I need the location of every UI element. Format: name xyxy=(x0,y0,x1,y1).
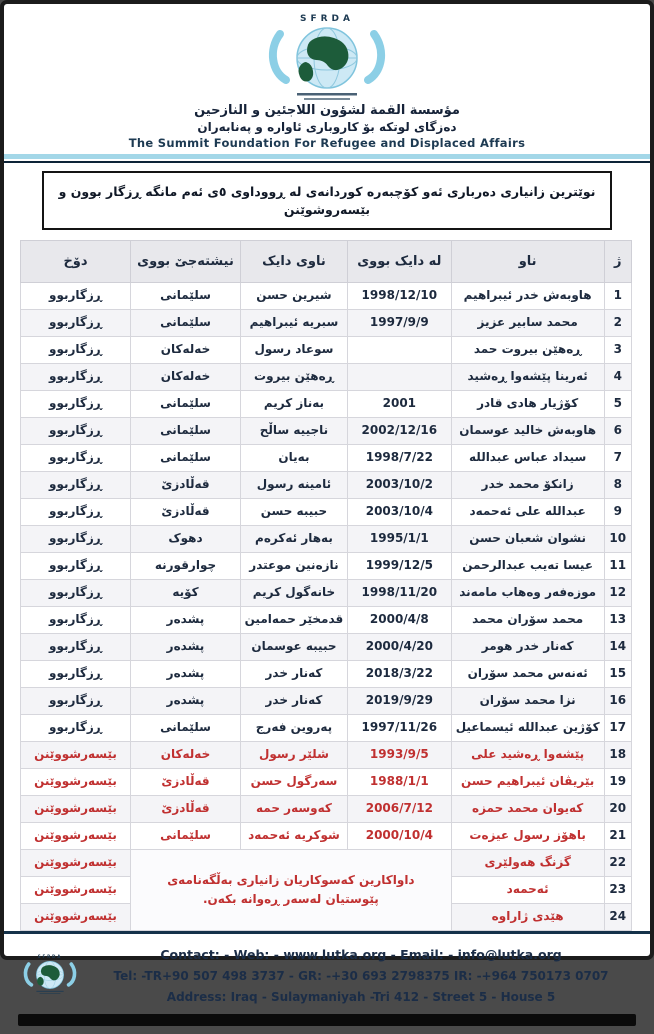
cell-name: بێریڤان ئیبراهیم حسن xyxy=(451,769,604,796)
table-header-row xyxy=(21,241,632,283)
cell-status: ڕزگاربوو xyxy=(21,499,131,526)
cell-status: بێسەرشووێنن xyxy=(21,850,131,877)
cell-birthdate: 2018/3/22 xyxy=(347,661,451,688)
table-row xyxy=(21,688,632,715)
column-header: ناوی دایک xyxy=(240,241,347,283)
row-number: 5 xyxy=(604,391,631,418)
cell-mother-name: ناجییه ساڵح xyxy=(240,418,347,445)
cell-mother-name: سەرگول حسن xyxy=(240,769,347,796)
cell-birthdate: 2000/4/8 xyxy=(347,607,451,634)
cell-residence: قەڵادزێ xyxy=(131,796,241,823)
logo-swoosh-left xyxy=(273,34,286,80)
cell-residence: سلێمانی xyxy=(131,445,241,472)
row-number: 2 xyxy=(604,310,631,337)
table-row xyxy=(21,580,632,607)
table-row xyxy=(21,823,632,850)
cell-name: ڕەهێن بیروت حمد xyxy=(451,337,604,364)
cell-residence: پشدەر xyxy=(131,688,241,715)
cell-name: نشوان شعبان حسن xyxy=(451,526,604,553)
cell-status: بێسەرشووێنن xyxy=(21,904,131,931)
row-number: 17 xyxy=(604,715,631,742)
cell-birthdate: 1988/1/1 xyxy=(347,769,451,796)
row-number: 21 xyxy=(604,823,631,850)
column-header: ناو xyxy=(451,241,604,283)
column-header: دۆخ xyxy=(21,241,131,283)
header-divider-dark xyxy=(4,161,650,163)
cell-name: محمد سابیر عزیز xyxy=(451,310,604,337)
table-row xyxy=(21,661,632,688)
table-row xyxy=(21,283,632,310)
cell-name: عبدالله علی ئەحمەد xyxy=(451,499,604,526)
cell-name: ئەرینا پێشەوا ڕەشید xyxy=(451,364,604,391)
column-header: ژ xyxy=(604,241,631,283)
cell-birthdate: 2000/10/4 xyxy=(347,823,451,850)
cell-residence: خەلەکان xyxy=(131,364,241,391)
cell-name: هێدی ژاراوە xyxy=(451,904,604,931)
cell-birthdate: 1997/11/26 xyxy=(347,715,451,742)
table-row xyxy=(21,607,632,634)
table-row xyxy=(21,499,632,526)
cell-mother-name: کەنار خدر xyxy=(240,688,347,715)
table-row xyxy=(21,310,632,337)
row-number: 7 xyxy=(604,445,631,472)
cell-status: ڕزگاربوو xyxy=(21,607,131,634)
cell-mother-name: شلێر رسول xyxy=(240,742,347,769)
cell-status: بێسەرشووێنن xyxy=(21,877,131,904)
row-number: 6 xyxy=(604,418,631,445)
cell-mother-name: حبیبه حسن xyxy=(240,499,347,526)
cell-residence: قەڵادزێ xyxy=(131,769,241,796)
cell-name: هاوبەش خدر ئیبراهیم xyxy=(451,283,604,310)
contact-line: Contact: - Web: - www.lutka.org - Email: - info@lutka.org xyxy=(160,946,562,962)
cell-mother-name: بەهار ئەکرەم xyxy=(240,526,347,553)
foundation-logo-small-icon xyxy=(16,937,84,1011)
row-number: 16 xyxy=(604,688,631,715)
cell-status: بێسەرشووێنن xyxy=(21,796,131,823)
cell-birthdate: 1998/11/20 xyxy=(347,580,451,607)
cell-mother-name: پەروین فەرج xyxy=(240,715,347,742)
row-number: 24 xyxy=(604,904,631,931)
cell-status: ڕزگاربوو xyxy=(21,688,131,715)
row-number: 9 xyxy=(604,499,631,526)
cell-status: ڕزگاربوو xyxy=(21,715,131,742)
cell-residence: سلێمانی xyxy=(131,391,241,418)
cell-name: ئەحمەد xyxy=(451,877,604,904)
logo-caption-lines xyxy=(297,93,357,100)
table-row xyxy=(21,337,632,364)
column-header: نیشته‌جێ بووی xyxy=(131,241,241,283)
cell-mother-name: شوکریه ئەحمەد xyxy=(240,823,347,850)
cell-name: سیداد عباس عبدالله xyxy=(451,445,604,472)
table-row xyxy=(21,553,632,580)
table-row xyxy=(21,391,632,418)
cell-mother-name: بەناز کریم xyxy=(240,391,347,418)
row-number: 3 xyxy=(604,337,631,364)
cell-mother-name: ئامینه رسول xyxy=(240,472,347,499)
cell-birthdate: 1997/9/9 xyxy=(347,310,451,337)
cell-name: هاوبەش خالید عوسمان xyxy=(451,418,604,445)
cell-mother-name: بەیان xyxy=(240,445,347,472)
merged-note-cell: داواکارین کەسوکاریان زانیاری بەڵگەنامەی پێوستیان لەسەر ڕەوانە بکەن. xyxy=(131,850,452,931)
cell-residence: دهوک xyxy=(131,526,241,553)
cell-mother-name: سبریه ئیبراهیم xyxy=(240,310,347,337)
cell-status: ڕزگاربوو xyxy=(21,526,131,553)
cell-birthdate: 2019/9/29 xyxy=(347,688,451,715)
cell-mother-name: نازەنین موعتدر xyxy=(240,553,347,580)
column-header: له دایک بووی xyxy=(347,241,451,283)
table-row xyxy=(21,634,632,661)
cell-mother-name: خانەگول کریم xyxy=(240,580,347,607)
table-row xyxy=(21,418,632,445)
cell-birthdate: 2000/4/20 xyxy=(347,634,451,661)
cell-name: پێشەوا ڕەشید علی xyxy=(451,742,604,769)
row-number: 15 xyxy=(604,661,631,688)
cell-residence: پشدەر xyxy=(131,661,241,688)
row-number: 20 xyxy=(604,796,631,823)
cell-residence: پشدەر xyxy=(131,634,241,661)
cell-birthdate: 2002/12/16 xyxy=(347,418,451,445)
cell-status: ڕزگاربوو xyxy=(21,283,131,310)
cell-residence: پشدەر xyxy=(131,607,241,634)
row-number: 14 xyxy=(604,634,631,661)
cell-birthdate: 1999/12/5 xyxy=(347,553,451,580)
cell-name: کۆژیار هادی قادر xyxy=(451,391,604,418)
logo-swoosh-right xyxy=(368,34,381,80)
row-number: 8 xyxy=(604,472,631,499)
cell-residence: چوارقورنه xyxy=(131,553,241,580)
cell-status: ڕزگاربوو xyxy=(21,445,131,472)
cell-status: ڕزگاربوو xyxy=(21,580,131,607)
cell-name: گزنگ هەولێری xyxy=(451,850,604,877)
row-number: 10 xyxy=(604,526,631,553)
table-row xyxy=(21,715,632,742)
cell-status: بێسەرشووێنن xyxy=(21,823,131,850)
cell-birthdate: 1993/9/5 xyxy=(347,742,451,769)
cell-status: ڕزگاربوو xyxy=(21,472,131,499)
page-title: نوێترین زانیاری دەرباری ئەو کۆچبەرە کوردانەی لە ڕووداوی ٥ی ئەم مانگە ڕزگار بوون و بێسەروشوێنن xyxy=(42,171,612,230)
table-row xyxy=(21,445,632,472)
cell-status: ڕزگاربوو xyxy=(21,391,131,418)
row-number: 12 xyxy=(604,580,631,607)
logo-acronym: SFRDA xyxy=(300,14,354,24)
address-line: Address: Iraq - Sulaymaniyah -Tri 412 - Street 5 - House 5 xyxy=(166,989,556,1004)
foundation-logo-icon xyxy=(252,10,402,102)
telephone-line: Tel: -TR+90 507 498 3737 - GR: -+30 693 2798375 IR: -+964 750173 0707 xyxy=(113,968,609,983)
row-number: 18 xyxy=(604,742,631,769)
org-name-kurdish: دەزگای لوتکە بۆ کاروباری ئاوارە و پەنابەران xyxy=(197,120,457,134)
cell-residence: سلێمانی xyxy=(131,418,241,445)
org-header xyxy=(4,4,650,163)
roster-table-wrapper xyxy=(20,240,632,931)
cell-mother-name: کەوسەر حمه xyxy=(240,796,347,823)
cell-mother-name: حبیبه عوسمان xyxy=(240,634,347,661)
cell-status: ڕزگاربوو xyxy=(21,337,131,364)
cell-residence: خەلەکان xyxy=(131,742,241,769)
cell-residence: قەڵادزێ xyxy=(131,472,241,499)
table-row xyxy=(21,526,632,553)
cell-birthdate xyxy=(347,364,451,391)
cell-residence: سلێمانی xyxy=(131,310,241,337)
cell-name: محمد سۆران محمد xyxy=(451,607,604,634)
bottom-frame-bar xyxy=(18,1014,636,1026)
cell-status: ڕزگاربوو xyxy=(21,634,131,661)
cell-mother-name: سوعاد رسول xyxy=(240,337,347,364)
cell-residence: کۆیه xyxy=(131,580,241,607)
cell-status: ڕزگاربوو xyxy=(21,310,131,337)
cell-birthdate xyxy=(347,337,451,364)
cell-name: کۆژین عبدالله ئیسماعیل xyxy=(451,715,604,742)
org-name-english: The Summit Foundation For Refugee and Displaced Affairs xyxy=(128,136,526,150)
header-divider-blue xyxy=(4,154,650,159)
table-row xyxy=(21,472,632,499)
row-number: 1 xyxy=(604,283,631,310)
cell-birthdate: 1998/12/10 xyxy=(347,283,451,310)
cell-residence: سلێمانی xyxy=(131,715,241,742)
cell-name: کەنار خدر هومر xyxy=(451,634,604,661)
cell-birthdate: 2003/10/2 xyxy=(347,472,451,499)
cell-mother-name: کەنار خدر xyxy=(240,661,347,688)
cell-residence: سلێمانی xyxy=(131,823,241,850)
cell-status: ڕزگاربوو xyxy=(21,553,131,580)
cell-status: بێسەرشووێنن xyxy=(21,769,131,796)
table-row xyxy=(21,742,632,769)
cell-name: زانکۆ محمد خدر xyxy=(451,472,604,499)
table-row xyxy=(21,364,632,391)
cell-birthdate: 1998/7/22 xyxy=(347,445,451,472)
cell-birthdate: 2001 xyxy=(347,391,451,418)
cell-name: نزا محمد سۆران xyxy=(451,688,604,715)
cell-birthdate: 2003/10/4 xyxy=(347,499,451,526)
row-number: 22 xyxy=(604,850,631,877)
row-number: 11 xyxy=(604,553,631,580)
cell-status: ڕزگاربوو xyxy=(21,661,131,688)
row-number: 23 xyxy=(604,877,631,904)
org-name-arabic: مؤسسة القمة لشؤون اللاجئين و النازحين xyxy=(194,103,460,118)
cell-residence: قەڵادزێ xyxy=(131,499,241,526)
cell-status: ڕزگاربوو xyxy=(21,418,131,445)
cell-name: موزەفەر وەهاب مامەند xyxy=(451,580,604,607)
table-row xyxy=(21,850,632,877)
cell-mother-name: شیرین حسن xyxy=(240,283,347,310)
svg-text:SFRDA: SFRDA xyxy=(37,954,63,960)
table-row xyxy=(21,796,632,823)
cell-birthdate: 1995/1/1 xyxy=(347,526,451,553)
roster-table xyxy=(20,240,632,931)
cell-mother-name: ڕەهێن بیروت xyxy=(240,364,347,391)
row-number: 13 xyxy=(604,607,631,634)
row-number: 4 xyxy=(604,364,631,391)
cell-name: باهۆز رسول عیزەت xyxy=(451,823,604,850)
cell-name: کەیوان محمد حمزە xyxy=(451,796,604,823)
cell-birthdate: 2006/7/12 xyxy=(347,796,451,823)
cell-residence: سلێمانی xyxy=(131,283,241,310)
cell-name: عیسا تەیب عبدالرحمن xyxy=(451,553,604,580)
page-footer xyxy=(4,931,650,1034)
cell-mother-name: قدمخێر حمەامین xyxy=(240,607,347,634)
cell-name: ئەنەس محمد سۆران xyxy=(451,661,604,688)
cell-residence: خەلەکان xyxy=(131,337,241,364)
cell-status: ڕزگاربوو xyxy=(21,364,131,391)
row-number: 19 xyxy=(604,769,631,796)
table-row xyxy=(21,769,632,796)
cell-status: بێسەرشووێنن xyxy=(21,742,131,769)
